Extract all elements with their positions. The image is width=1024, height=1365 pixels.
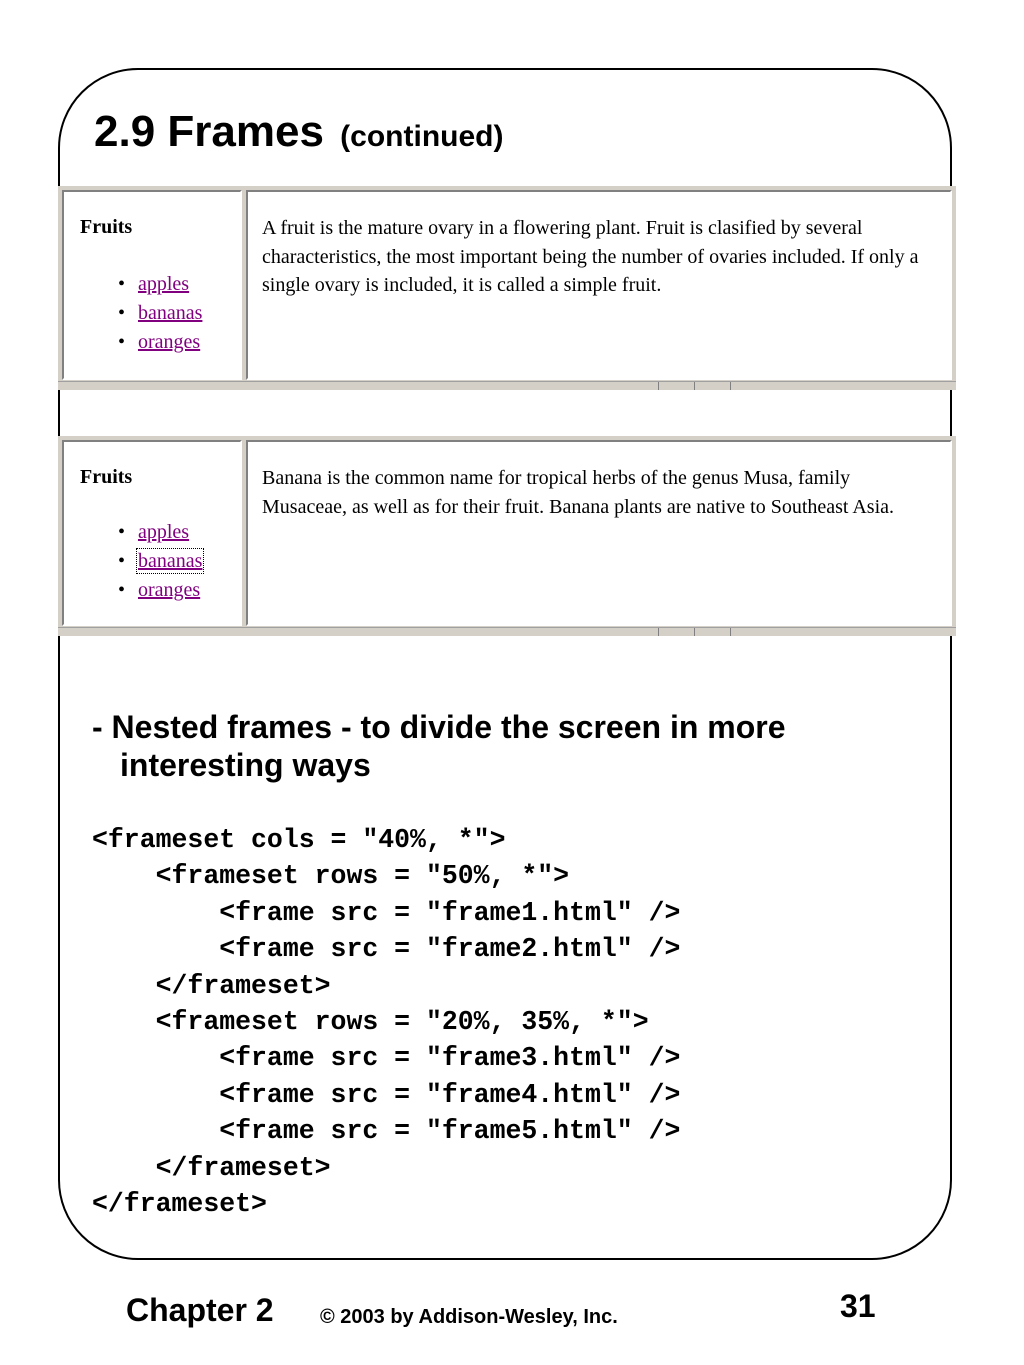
list-item xyxy=(78,518,202,547)
browser-screenshot-1 xyxy=(58,186,956,390)
apples-link[interactable]: apples xyxy=(138,521,190,543)
frame-scroll-strip xyxy=(58,381,956,390)
content-text: Banana is the common name for tropical herbs of the genus Musa, family Musaceae, as well as for their fruit. Banana plants are native to Southeast Asia. xyxy=(262,467,895,518)
bullet-line-2: interesting ways xyxy=(120,747,371,783)
code-line: <frame src = "frame2.html" /> xyxy=(92,934,681,965)
menu-heading: Fruits xyxy=(80,216,133,238)
menu-frame xyxy=(62,440,242,626)
code-line: </frameset> xyxy=(92,1152,331,1183)
browser-screenshot-2 xyxy=(58,436,956,636)
list-item xyxy=(78,576,202,605)
content-frame xyxy=(246,190,952,380)
title-subtitle: (continued) xyxy=(340,120,504,153)
code-line: </frameset> xyxy=(92,970,331,1001)
frame-scroll-strip xyxy=(58,627,956,636)
bullet-icon: • xyxy=(118,273,126,295)
slide-title xyxy=(94,104,503,165)
code-line: <frame src = "frame3.html" /> xyxy=(92,1043,681,1074)
list-item xyxy=(78,270,202,299)
list-item xyxy=(78,299,202,328)
page-number: 31 xyxy=(840,1288,876,1324)
footer-copyright: © 2003 by Addison-Wesley, Inc. xyxy=(320,1306,618,1328)
code-line: <frame src = "frame5.html" /> xyxy=(92,1116,681,1147)
list-item xyxy=(78,328,202,357)
content-frame xyxy=(246,440,952,626)
oranges-link[interactable]: oranges xyxy=(138,331,201,353)
bullet-icon: • xyxy=(118,550,126,572)
list-item xyxy=(78,547,202,576)
code-line: <frameset cols = "40%, *"> xyxy=(92,825,506,855)
code-line: <frame src = "frame1.html" /> xyxy=(92,897,681,928)
fruit-link-list xyxy=(78,518,202,605)
menu-frame xyxy=(62,190,242,380)
bananas-link[interactable]: bananas xyxy=(138,302,203,324)
bullet-icon: • xyxy=(118,331,126,353)
bananas-link[interactable]: bananas xyxy=(138,550,203,572)
bullet-icon: • xyxy=(118,521,126,543)
menu-heading: Fruits xyxy=(80,466,133,488)
nested-frames-bullet xyxy=(92,708,892,784)
code-line: <frameset rows = "20%, 35%, *"> xyxy=(92,1006,649,1037)
apples-link[interactable]: apples xyxy=(138,273,190,295)
code-line: </frameset> xyxy=(92,1188,267,1219)
fruit-link-list xyxy=(78,270,202,357)
bullet-icon: • xyxy=(118,579,126,601)
bullet-icon: • xyxy=(118,302,126,324)
code-line: <frameset rows = "50%, *"> xyxy=(92,861,570,892)
content-text: A fruit is the mature ovary in a flowering plant. Fruit is clasified by several characteristics, the most important being the number of ovaries included. If only a single ovary is included, it is called a simple fruit. xyxy=(262,217,919,296)
code-line: <frame src = "frame4.html" /> xyxy=(92,1079,681,1110)
code-example xyxy=(92,822,680,1222)
oranges-link[interactable]: oranges xyxy=(138,579,201,601)
footer-chapter: Chapter 2 xyxy=(126,1292,274,1328)
bullet-line-1: - Nested frames - to divide the screen in more xyxy=(92,709,786,745)
title-main: 2.9 Frames xyxy=(94,107,324,156)
